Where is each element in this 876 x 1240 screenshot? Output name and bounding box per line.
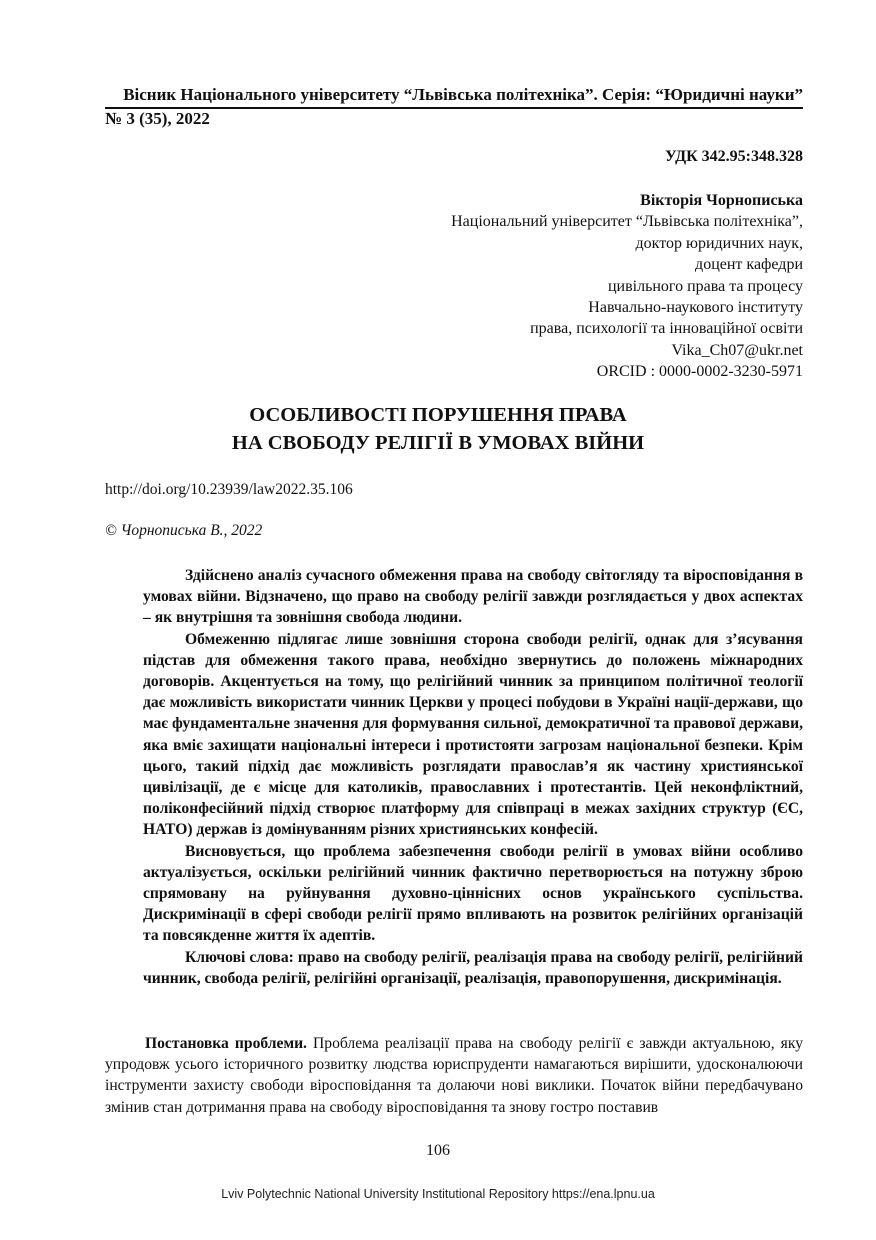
affiliation-line: Навчально-наукового інституту <box>588 299 803 317</box>
abstract-paragraph: Висновується, що проблема забезпечення свободи релігії в умовах війни особливо актуалізується, оскільки релігійний чинник фактично перетворюється на потужну зброю спрямовану на руйнування духовно-ціннісних основ українського суспільства. Дискримінації в сфері свободи релігії прямо впливають на розвиток релігійних організацій та повсякденне життя їх адептів. <box>143 842 803 945</box>
journal-header: Вісник Національного університету “Львівська політехніка”. Серія: “Юридичні науки” <box>105 84 803 109</box>
repository-footer: Lviv Polytechnic National University Institutional Repository https://ena.lpnu.ua <box>221 1187 655 1201</box>
affiliation-line: цивільного права та процесу <box>607 277 803 295</box>
abstract-paragraph: Обмеженню підлягає лише зовнішня сторона свободи релігії, однак для з’ясування підстав для обмеження такого права, необхідно звернутись до положень міжнародних договорів. Акцентується на тому, що релігійний чинник за принципом політичної теології дає можливість використати чинник Церкви у процесі побудови в Україні нації-держави, що має фундаментальне значення для формування сильної, демократичної та правової держави, яка вміє захищати національні інтереси і протистояти загрозам національної безпеки. Крім цього, такий підхід дає можливість розглядати православ’я як частину християнської цивілізації, де є місце для католиків, православних і протестантів. Цей неконфліктний, поліконфесійний підхід створює платформу для співпраці в межах західних структур (ЄС, НАТО) держав із домінуванням різних християнських конфесій. <box>143 630 803 839</box>
affiliation-line: доктор юридичних наук, <box>635 234 803 252</box>
issue-number: № 3 (35), 2022 <box>105 109 210 128</box>
doi-link[interactable] <box>105 480 353 500</box>
affiliation-line: Національний університет “Львівська політехніка”, <box>451 213 803 231</box>
doi-url[interactable]: http://doi.org/10.23939/law2022.35.106 <box>105 481 353 498</box>
section-lead: Постановка проблеми. <box>145 1035 307 1052</box>
body-paragraph-text: Проблема реалізації права на свободу релігії є завжди актуальною, яку упродовж усього історичного розвитку людства юриспруденти намагаються вирішити, удосконалюючи інструменти захисту свободи віросповідання та долаючи нові виклики. Початок війни передбачувано змінив стан дотримання права на свободу віросповідання та знову гостро поставив <box>105 1035 803 1116</box>
keywords-paragraph: Ключові слова: право на свободу релігії, реалізація права на свободу релігії, релігійний чинник, свобода релігії, релігійні організації, реалізація, правопорушення, дискримінація. <box>143 948 803 987</box>
body-text <box>105 1033 803 1118</box>
author-block <box>303 190 803 383</box>
title-line-2: НА СВОБОДУ РЕЛІГІЇ В УМОВАХ ВІЙНИ <box>231 432 645 454</box>
body-paragraph <box>105 1033 803 1118</box>
abstract <box>143 565 803 989</box>
author-orcid: ORCID : 0000-0002-3230-5971 <box>596 363 803 381</box>
title-line-1: ОСОБЛИВОСТІ ПОРУШЕННЯ ПРАВА <box>249 404 627 426</box>
affiliation-line: доцент кафедри <box>695 256 803 274</box>
abstract-paragraph: Здійснено аналіз сучасного обмеження права на свободу світогляду та віросповідання в умовах війни. Відзначено, що право на свободу релігії завжди розглядається у двох аспектах – як внутрішня та зовнішня свобода людини. <box>143 567 803 627</box>
affiliation-line: права, психології та інноваційної освіти <box>530 320 803 338</box>
paper-title <box>0 401 876 457</box>
author-email[interactable]: Vika_Ch07@ukr.net <box>671 341 803 359</box>
udc-code: УДК 342.95:348.328 <box>664 148 803 165</box>
copyright-notice: © Чорнописька В., 2022 <box>105 522 263 539</box>
page-number: 106 <box>426 1142 450 1159</box>
author-name: Вікторія Чорнописька <box>640 192 803 209</box>
